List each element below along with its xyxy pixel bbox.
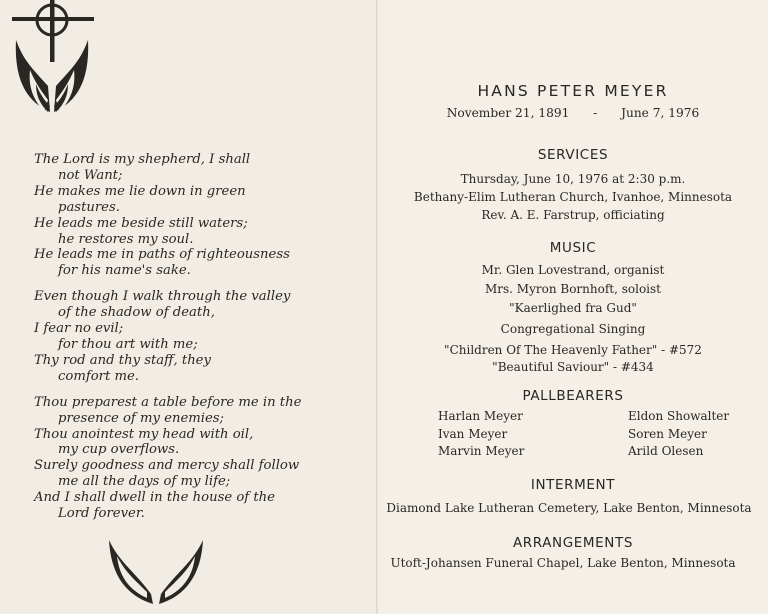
left-page — [0, 0, 378, 614]
psalm-stanza — [34, 152, 354, 279]
services-line: Rev. A. E. Farstrup, officiating — [481, 208, 665, 222]
psalm-line: Lord forever. — [58, 506, 145, 522]
music-line: Congregational Singing — [500, 322, 646, 336]
arrangements-location: Utoft-Johansen Funeral Chapel, Lake Benton, Minnesota — [390, 556, 736, 570]
psalm-23-text — [34, 152, 354, 532]
psalm-stanza — [34, 289, 354, 384]
psalm-line: for thou art with me; — [58, 336, 198, 352]
psalm-stanza — [34, 395, 354, 522]
music-line: Mrs. Myron Bornhoft, soloist — [485, 282, 661, 296]
psalm-line: The Lord is my shepherd, I shall — [34, 152, 251, 167]
arrangements-heading: ARRANGEMENTS — [512, 535, 634, 551]
psalm-line: my cup overflows. — [58, 442, 180, 458]
music-line: "Beautiful Saviour" - #434 — [492, 360, 654, 374]
psalm-line: for his name's sake. — [58, 263, 191, 279]
psalm-line: not Want; — [58, 167, 123, 183]
cross-with-leaves-icon — [10, 0, 96, 118]
psalm-line: I fear no evil; — [34, 321, 124, 337]
psalm-line: pastures. — [58, 199, 120, 215]
death-date: June 7, 1976 — [621, 106, 700, 120]
date-separator: - — [593, 106, 598, 120]
pallbearer-name: Harlan Meyer — [438, 409, 523, 423]
psalm-line: He leads me beside still waters; — [34, 215, 248, 231]
services-line: Thursday, June 10, 1976 at 2:30 p.m. — [460, 172, 686, 186]
psalm-line: Thou preparest a table before me in the — [34, 394, 302, 410]
pallbearer-name: Arild Olesen — [628, 444, 704, 458]
pallbearer-name: Eldon Showalter — [628, 409, 730, 423]
music-line: Mr. Glen Lovestrand, organist — [481, 263, 665, 277]
psalm-line: comfort me. — [58, 368, 139, 384]
psalm-line: presence of my enemies; — [58, 410, 224, 426]
services-line: Bethany-Elim Lutheran Church, Ivanhoe, Minnesota — [413, 190, 733, 204]
pallbearers-right-column — [628, 408, 729, 461]
birth-date: November 21, 1891 — [446, 106, 570, 120]
psalm-line: Even though I walk through the valley — [34, 289, 291, 305]
deceased-name: HANS PETER MEYER — [477, 82, 669, 100]
psalm-line: Thy rod and thy staff, they — [34, 352, 211, 368]
pallbearer-name: Marvin Meyer — [438, 444, 525, 458]
psalm-line: And I shall dwell in the house of the — [34, 490, 275, 506]
life-dates — [378, 106, 768, 120]
psalm-line: of the shadow of death, — [58, 305, 215, 321]
services-heading: SERVICES — [537, 147, 609, 163]
psalm-line: He makes me lie down in green — [34, 183, 246, 199]
leaves-icon — [107, 536, 205, 606]
psalm-line: he restores my soul. — [58, 231, 194, 247]
music-heading: MUSIC — [549, 240, 597, 256]
pallbearers-left-column — [438, 408, 524, 461]
psalm-line: Surely goodness and mercy shall follow — [34, 458, 300, 474]
psalm-line: He leads me in paths of righteousness — [34, 247, 290, 263]
pallbearers-heading: PALLBEARERS — [522, 388, 624, 404]
interment-heading: INTERMENT — [530, 477, 616, 493]
pallbearer-name: Ivan Meyer — [438, 426, 508, 441]
music-line: "Children Of The Heavenly Father" - #572 — [444, 343, 702, 357]
music-line: "Kaerlighed fra Gud" — [509, 301, 637, 315]
psalm-line: me all the days of my life; — [58, 474, 231, 490]
psalm-line: Thou anointest my head with oil, — [34, 426, 254, 442]
interment-location: Diamond Lake Lutheran Cemetery, Lake Benton, Minnesota — [386, 501, 752, 515]
right-page — [378, 0, 768, 614]
pallbearer-name: Soren Meyer — [628, 426, 707, 441]
